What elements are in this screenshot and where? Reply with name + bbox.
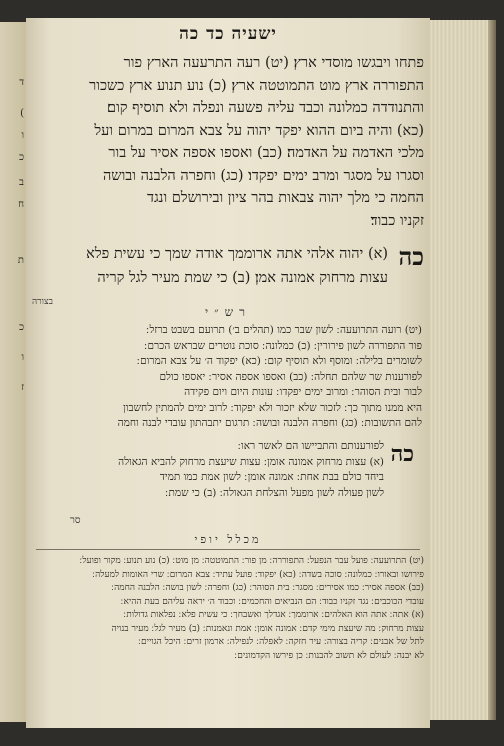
mikhlal-line: לא יבנה ׃ לעולם לא תשוב להבנות ׃ כן פירשו הקדמונים ׃ [234, 650, 424, 661]
rashi-line: היא ממנו מתוך כך ׃ לזכור שלא יזכור ולא יפקוד ׃ לרוב ימים להמתין לחשבון [123, 401, 422, 414]
page-block-edges [430, 20, 496, 720]
left-margin-char: ו [21, 130, 24, 141]
mikhlal-yofi-commentary [34, 555, 424, 663]
mikhlal-line: עצות מרחוק ׃ מה שיעצת מימי קדם ׃ אמונה אומן ׃ אמת ונאמנות ׃ (ב) מעיר לגל ׃ מעיר בנויה [111, 623, 424, 634]
rashi-line: (יט) רועה התרועעה ׃ לשון שבר כמו (תהלים ב׳) תרועם בשבט ברזל ׃ [146, 324, 422, 336]
rashi-line: לפורענותם והתביישו הם לאשר ראו ׃ [237, 440, 384, 452]
left-margin-char: ד [19, 77, 24, 88]
rashi-line: פור התפוררה לשון פירורין ׃ (כ) כמלונה ׃ סוכת נוטרים שבראש הכרם ׃ [144, 339, 422, 352]
rashi-line: לשון פעולה לשון מפעל והצלחת הגאולה ׃ (ב) כי שמת ׃ [165, 486, 384, 499]
mikhlal-line: (יט) התרועעה ׃ פועל עבר הנפעל ׃ התפוררה ׃ מן פור ׃ התמוטטה ׃ מן מוט ׃ (כ) נוע תנוע ׃ מקור ופועל ׃ [79, 556, 424, 566]
rashi-commentary-continued [34, 439, 384, 501]
mikhlal-line: פירושו ובאורו ׃ כמלונה ׃ סוכה בשדה ׃ (כא) יפקוד ׃ פועל עתיד ׃ צבא המרום ׃ שרי האומות למעלה ׃ [92, 569, 424, 580]
rashi-line: להם התשובות ׃ (כג) וחפרה הלבנה ובושה ׃ תרגום יתבהתון עובדי לבנה וחמה [117, 417, 422, 429]
left-margin-char: ת [17, 255, 24, 266]
main-text-line: החמה כי מלך יהוה צבאות בהר ציון ובירושלם ונגד [146, 190, 424, 206]
divider-rule [36, 549, 420, 550]
left-margin-char: ח [18, 199, 24, 210]
rashi-chapter-number: כה [390, 441, 414, 467]
main-text-line: פתחו ויבגשו מוסדי ארץ׃ (יט) רעה התרעעה הארץ פור [123, 55, 424, 71]
catchword: בצורה [32, 297, 53, 307]
rashi-line: לשומרים בלילה ׃ ומוסף ולא תוסיף קום ׃ (כא) יפקוד ה׳ על צבא המרום ׃ [136, 355, 422, 367]
main-text-line: (כא) והיה ביום ההוא יפקד יהוה על צבא המרום במרום ועל [94, 122, 424, 139]
rashi-line: לבור ובית הסוהר ׃ ומרוב ימים יפקדו ׃ עונות היום ויום פקידה [184, 386, 422, 398]
book-page [26, 18, 430, 728]
main-text-line: והתנודדה כמלונה וכבד עליה פשעה ונפלה ולא תוסיף קום׃ [107, 100, 424, 116]
rashi-catchword: סר [70, 515, 81, 526]
mikhlal-line: (כב) אספה אסיר ׃ כמו אסירים ׃ מסגר ׃ בית הסוהר ׃ (כג) וחפרה ׃ לשון בושה ׃ הלבנה החמה ׃ [111, 583, 424, 593]
chapter-line: עצות מרחוק אמונה אמן׃ (ב) כי שמת מעיר לגל קריה [97, 270, 388, 286]
rashi-line: (א) עצות מרחוק אמונה אומן ׃ עצות שיעצת מרחוק להביא הגאולה [118, 455, 384, 468]
chapter-line: (א) יהוה אלהי אתה ארוממך אודה שמך כי עשית פלא [86, 246, 388, 262]
left-page-edge [0, 22, 26, 722]
rashi-line: לפורענות שר שלהם תחלה ׃ (כב) ואספו אספה אסיר ׃ יאספו כולם [159, 370, 422, 383]
mikhlal-line: לתל של אבנים ׃ קריה בצורה ׃ עיר חזקה ׃ לאפלה ׃ לנפילה ׃ ארמון זרים ׃ היכל הגויים ׃ [138, 637, 424, 647]
chapter-number: כה [398, 242, 424, 271]
rashi-line: ביחד כולם בבת אחת ׃ אמונה אומן ׃ לשון אמת כמו תמיד [159, 471, 384, 483]
rashi-commentary [34, 323, 422, 432]
left-margin-char: ו [21, 352, 24, 363]
mikhlal-line: עובדי הכוכבים ׃ נגד זקניו כבוד ׃ הם הנביאים והחכמים ׃ וכבוד ה׳ יראה עליהם בעת ההיא ׃ [120, 596, 424, 607]
rashi-heading: רש״י [204, 305, 252, 319]
main-text-line: התפוררה ארץ מוט התמוטטה ארץ׃ (כ) נוע תנוע ארץ כשכור [89, 77, 424, 94]
page-header: ישעיה כד כה [179, 24, 277, 44]
mikhlal-yofi-heading: מכלל יופי [194, 533, 262, 546]
left-margin-char: כ [19, 152, 24, 163]
mikhlal-line: (א) אתה ׃ אתה הוא האלהים ׃ ארוממך ׃ אגדלך ואשבחך ׃ כי עשית פלא ׃ נפלאות גדולות ׃ [123, 610, 424, 620]
main-text-line: וסגרו על מסגר ומרב ימים יפקדו׃ (כג) וחפרה הלבנה ובושה [102, 167, 424, 184]
chapter-block [32, 242, 424, 290]
main-text-line: מלכי האדמה על האדמה׃ (כב) ואספו אספה אסיר על בור [108, 145, 424, 161]
left-margin-char: ב [19, 177, 24, 188]
left-margin-char: ( [20, 108, 24, 119]
main-text-block [32, 52, 424, 232]
left-margin-char: ז [21, 382, 24, 393]
main-text-line: זקניו כבוד׃ [370, 212, 424, 229]
left-margin-char: כ [19, 322, 24, 333]
